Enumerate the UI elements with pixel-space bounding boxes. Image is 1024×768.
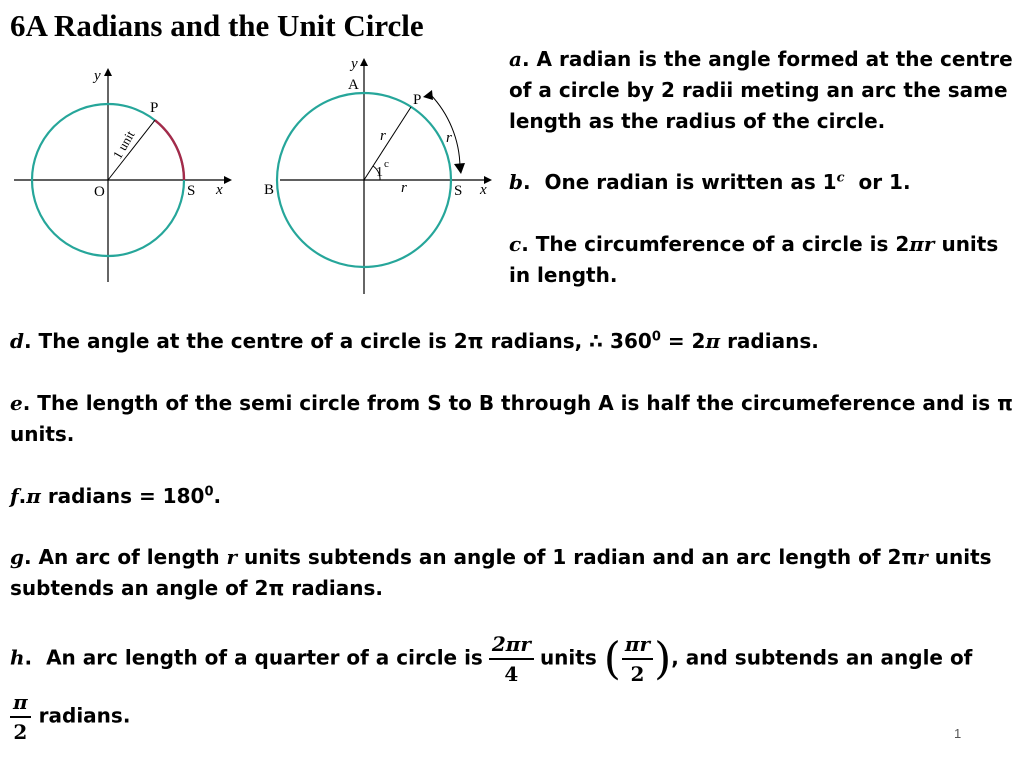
item-d: d. The angle at the centre of a circle is 2π radians, ∴ $360^0 = 2\pi$ radians. [10, 329, 819, 353]
fig2-point-s: S [454, 183, 463, 199]
item-a: a. A radian is the angle formed at the centre of a circle by 2 radii meting an arc the same length as the radius of the circle. [509, 47, 1013, 133]
fig1-origin-label: O [94, 184, 105, 200]
arc-ps [155, 120, 184, 180]
radian-figure [258, 50, 498, 300]
fig1-point-p: P [150, 100, 159, 116]
fig2-point-a: A [348, 77, 359, 93]
item-c: c. The circumference of a circle is 2πr units in length. [509, 232, 999, 287]
y-axis-arrow [104, 68, 112, 76]
x-axis-arrow [224, 176, 232, 184]
item-b: b. One radian is written as 1$^c$ or 1. [509, 170, 911, 194]
fig2-point-b: B [264, 182, 275, 198]
item-e: e. The length of the semi circle from S to B through A is half the circumeference and is π units. [10, 391, 1013, 446]
fig2-angle-sup: c [384, 158, 389, 170]
fraction-2pir-4: $\frac{2\pi r}{4}$ [489, 632, 534, 686]
fraction-pi-2: $\frac{\pi}{2}$ [10, 690, 31, 744]
fig2-angle-label: 1 [376, 165, 383, 180]
fig2-point-p: P [413, 92, 422, 108]
unit-circle-figure [10, 60, 240, 288]
item-g: g. An arc of length r units subtends an angle of 1 radian and an arc length of 2πr units subtends an angle of 2π radians. [10, 545, 992, 600]
fig2-x-label: x [480, 182, 487, 198]
page-number: 1 [954, 726, 962, 741]
fig1-x-label: x [216, 182, 223, 198]
fig2-radius-label: r [380, 128, 386, 144]
item-f: f.π radians = $180^0$. [10, 484, 222, 508]
item-h-continued: $\frac{\pi}{2}$ radians. [10, 690, 610, 744]
fig1-radius-label: 1 unit [109, 128, 138, 162]
fig2-y-label: y [351, 56, 358, 72]
arc-arrow-head [454, 163, 465, 174]
y-axis-arrow [360, 58, 368, 66]
fraction-pir-2: $\frac{\pi r}{2}$ [622, 632, 653, 686]
fig2-axis-r-label: r [401, 180, 407, 196]
arc-arrow-tail [423, 90, 433, 100]
item-h: h. An arc length of a quarter of a circle is $\frac{2\pi r}{4}$ units ( $\frac{\pi r}{2}$ ), and subtends an angle of [10, 632, 973, 686]
fig1-point-s: S [187, 183, 196, 199]
page-title: 6A Radians and the Unit Circle [10, 8, 424, 43]
fig1-y-label: y [94, 68, 101, 84]
fig2-arc-label: r [446, 130, 452, 146]
